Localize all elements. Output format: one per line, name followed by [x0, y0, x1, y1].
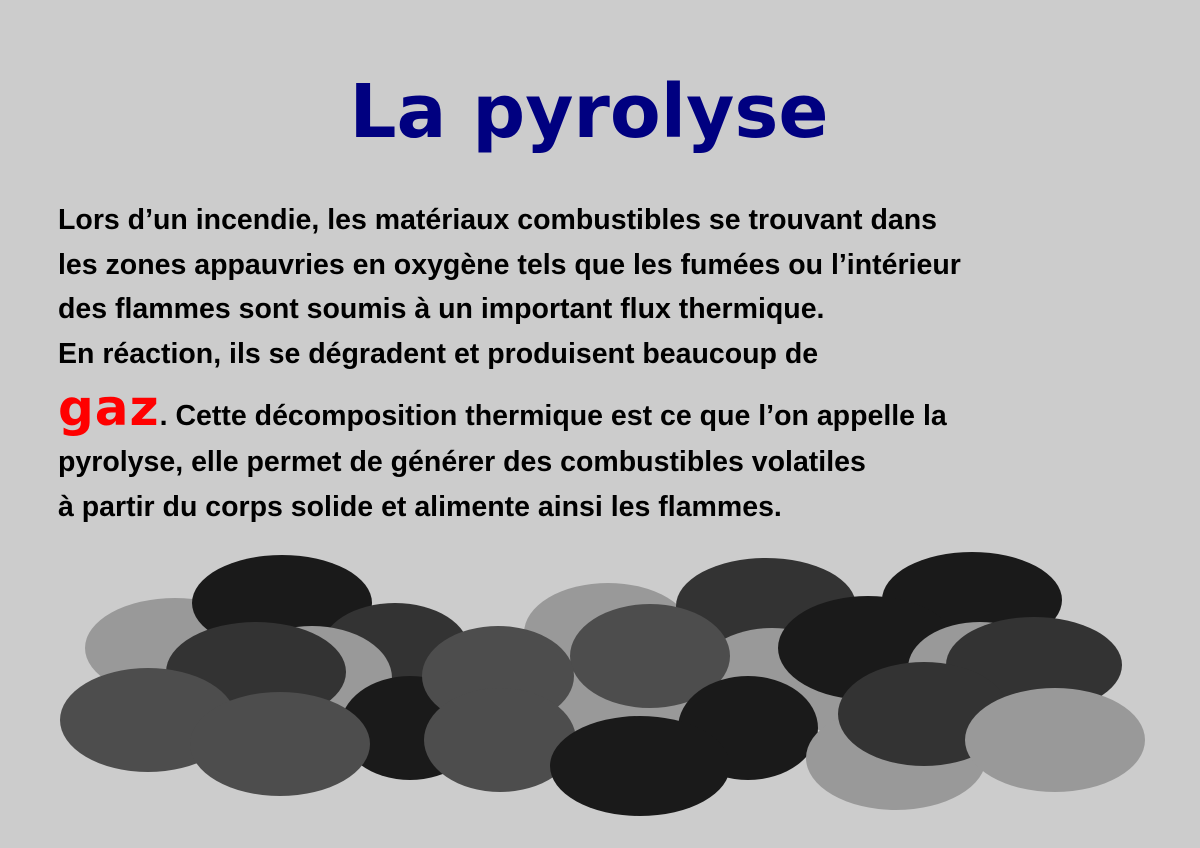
text-line-7: à partir du corps solide et alimente ainsi les flammes. — [58, 490, 782, 523]
page-title: La pyrolyse — [349, 69, 829, 155]
fuel-stone — [965, 688, 1145, 792]
fuel-stone — [190, 692, 370, 796]
text-line-2: les zones appauvries en oxygène tels que les fumées ou l’intérieur — [58, 248, 961, 281]
text-line-6: pyrolyse, elle permet de générer des combustibles volatiles — [58, 446, 866, 478]
text-line-5-rest: . Cette décomposition thermique est ce que l’on appelle la — [159, 400, 947, 432]
fuel-stone — [550, 716, 730, 816]
text-line-4: En réaction, ils se dégradent et produisent beaucoup de — [58, 337, 819, 370]
text-line-3: des flammes sont soumis à un important flux thermique. — [58, 293, 825, 325]
gaz-highlight: gaz — [58, 379, 160, 437]
text-line-1: Lors d’un incendie, les matériaux combustibles se trouvant dans — [58, 204, 937, 236]
